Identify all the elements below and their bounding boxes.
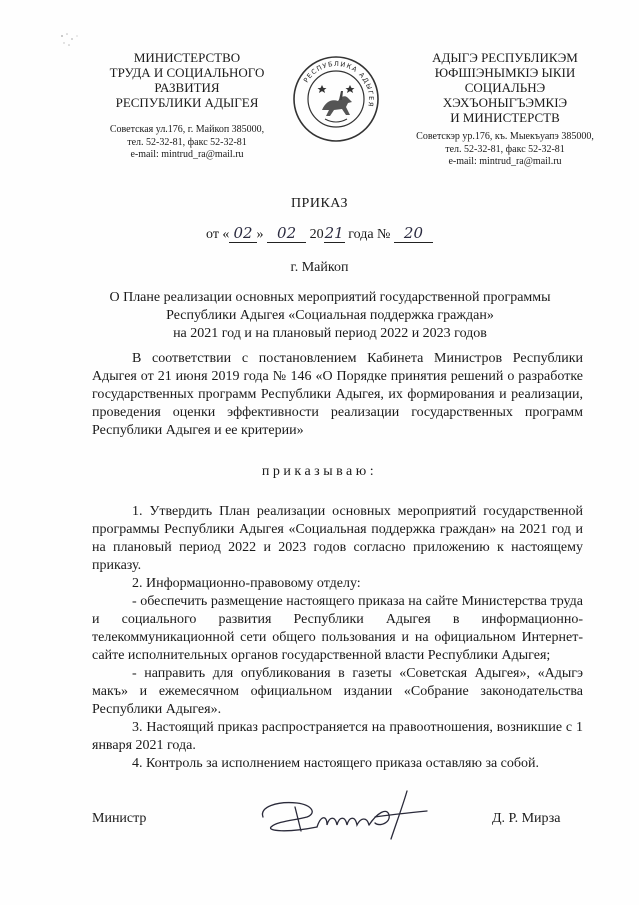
order-item-1: 1. Утвердить План реализации основных мероприятий государственной программы Республики Адыгея «Социальная поддержка граждан» на 2021 год и на плановый период 2022 и 2023 годов согласно приложению к настоящему приказу. (92, 504, 583, 573)
orders-word: приказываю: (261, 464, 378, 479)
subject-line: на 2021 год и на плановый период 2022 и 2023 годов (173, 326, 487, 341)
header-right-title-line: АДЫГЭ РЕСПУБЛИКЭМ (432, 50, 578, 65)
handwritten-signature-icon (257, 787, 437, 842)
republic-coat-of-arms-icon (292, 55, 380, 143)
date-year-label: года № (348, 227, 391, 242)
scan-artifact-icon (58, 30, 82, 50)
header-right-title-line: И МИНИСТЕРСТВ (450, 110, 560, 125)
date-day: 02 (229, 224, 256, 243)
subject-line: О Плане реализации основных мероприятий государственной программы (109, 290, 551, 305)
ministry-title-ru (72, 50, 302, 110)
preamble-paragraph: В соответствии с постановлением Кабинета Министров Республики Адыгея от 21 июня 2019 года № 146 «О Порядке принятия решений о разработке государственных программ Республики Адыгея, их формирования и реализации, проведения оценки эффективности реализации государственных программ Республики Адыгея и ее критерии» (92, 351, 583, 438)
header-right-title-line: СОЦИАЛЬНЭ (464, 80, 546, 95)
city: г. Майкоп (290, 260, 349, 275)
order-number: 20 (394, 224, 433, 243)
date-prefix: от « (206, 227, 230, 242)
date-year-prefix: 20 (309, 227, 324, 242)
header-right-title-line: ЮФШIЭНЫМКIЭ ЫКIИ (434, 65, 576, 80)
header-left-title-line: МИНИСТЕРСТВО (133, 50, 241, 65)
ministry-title-ady (385, 50, 625, 125)
header-left-address-line: тел. 52-32-81, факс 52-32-81 (127, 136, 247, 148)
header-left (72, 50, 302, 162)
ministry-address-ady (385, 131, 625, 169)
order-item-4: 4. Контроль за исполнением настоящего приказа оставляю за собой. (132, 756, 540, 771)
emblem-ring-text: РЕСПУБЛИКА АДЫГЕЯ (301, 59, 376, 109)
header-left-title-line: РЕСПУБЛИКИ АДЫГЕЯ (115, 95, 259, 110)
subject-line: Республики Адыгея «Социальная поддержка граждан» (166, 308, 494, 323)
header-right (385, 50, 625, 169)
order-item-2b: - направить для опубликования в газеты «Советская Адыгея», «Адыгэ макъ» и ежемесячном официальном издании «Собрание законодательства Республики Адыгея». (92, 666, 583, 717)
header-left-title-line: ТРУДА И СОЦИАЛЬНОГО (109, 65, 265, 80)
header-right-address-line: Советскэр ур.176, къ. Мыекъуапэ 385000, (416, 131, 594, 142)
signatory-position: Министр (92, 811, 147, 826)
ministry-address-ru (72, 124, 302, 162)
order-subject (70, 289, 590, 343)
header-right-email: e-mail: mintrud_ra@mail.ru (448, 156, 562, 167)
header-right-title-line: ХЭХЪОНЫГЪЭМКIЭ (442, 95, 568, 110)
order-item-2: 2. Информационно-правовому отделу: (132, 576, 361, 591)
order-items (92, 503, 583, 773)
order-item-2a: - обеспечить размещение настоящего приказа на сайте Министерства труда и социального развития Республики Адыгея в информационно-телекоммуникационной сети общего пользования и на официальном Интернет-сайте исполнительных органов государственной власти Республики Адыгея; (92, 594, 583, 663)
signatory-name: Д. Р. Мирза (492, 811, 561, 826)
date-quote-close: » (256, 227, 264, 242)
date-month: 02 (267, 224, 306, 243)
date-year-suffix: 21 (324, 224, 344, 242)
order-date-line (0, 224, 639, 243)
header-left-address-line: Советская ул.176, г. Майкоп 385000, (109, 124, 265, 135)
header-right-address-line: тел. 52-32-81, факс 52-32-81 (445, 143, 565, 155)
header-left-title-line: РАЗВИТИЯ (154, 80, 220, 95)
header-left-email: e-mail: mintrud_ra@mail.ru (130, 149, 244, 160)
document-type-title: ПРИКАЗ (290, 196, 349, 211)
order-item-3: 3. Настоящий приказ распространяется на правоотношения, возникшие с 1 января 2021 года. (92, 720, 583, 753)
